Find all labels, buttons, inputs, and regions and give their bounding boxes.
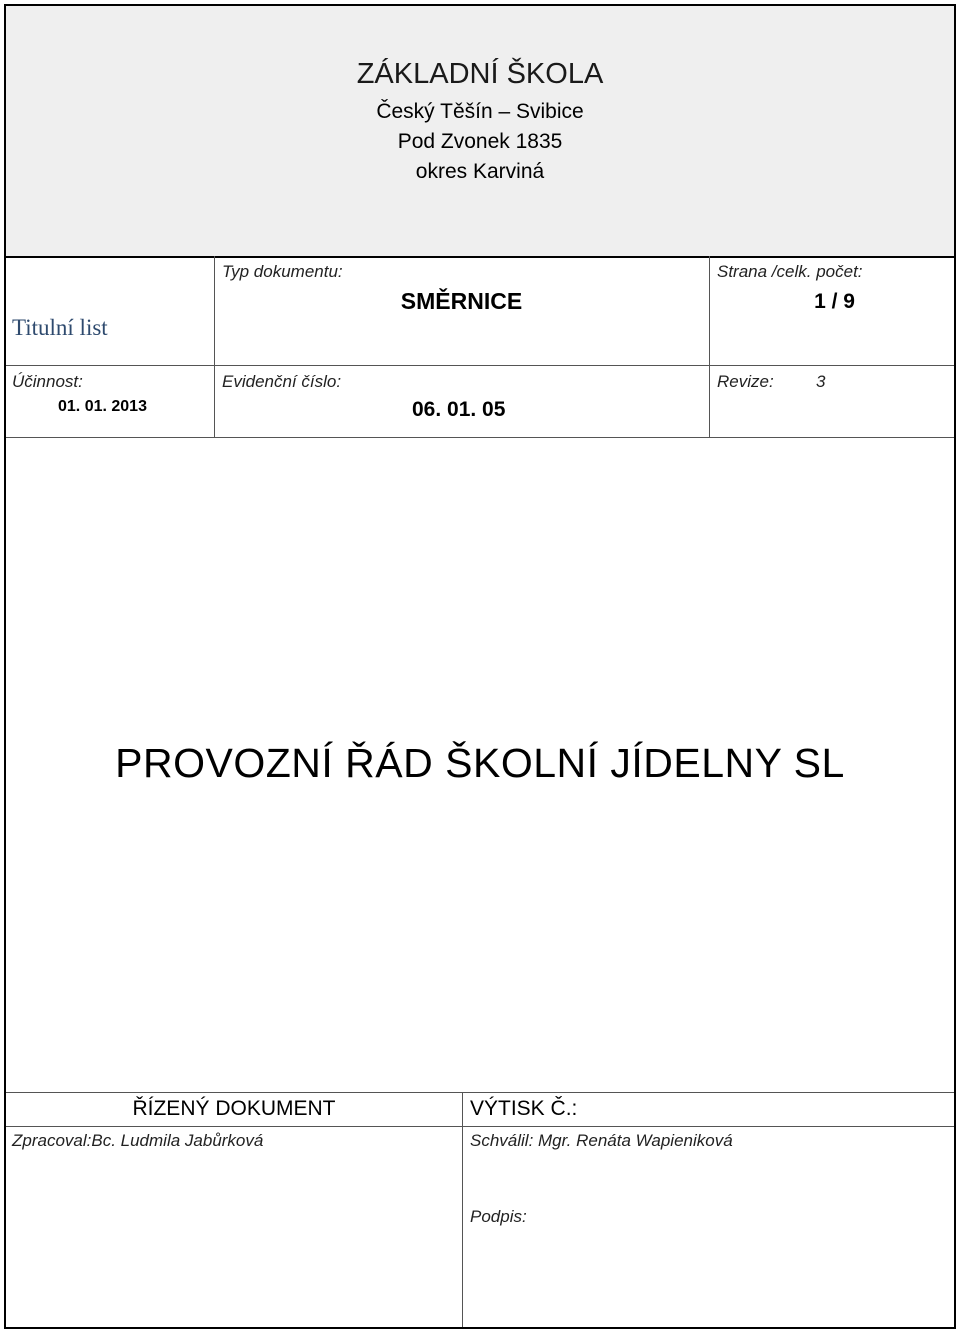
document-title: PROVOZNÍ ŘÁD ŠKOLNÍ JÍDELNY SL xyxy=(115,740,845,786)
controlled-document-label: ŘÍZENÝ DOKUMENT xyxy=(132,1097,336,1120)
school-district: okres Karviná xyxy=(415,160,545,183)
footer-col-divider xyxy=(462,1092,463,1327)
doc-type-value: SMĚRNICE xyxy=(400,288,523,314)
meta-col-divider-1 xyxy=(214,256,215,437)
title-page-label: Titulní list xyxy=(12,315,108,340)
revision-value: 3 xyxy=(816,372,826,391)
prepared-by: Zpracoval:Bc. Ludmila Jabůrková xyxy=(12,1131,264,1150)
meta-bottom-border xyxy=(6,437,954,438)
meta-row-divider xyxy=(6,365,954,366)
school-street: Pod Zvonek 1835 xyxy=(397,130,563,153)
effective-value: 01. 01. 2013 xyxy=(58,398,147,415)
footer-row-divider xyxy=(6,1126,954,1127)
revision-label: Revize: xyxy=(717,372,774,391)
school-town: Český Těšín – Svibice xyxy=(376,100,584,123)
school-name: ZÁKLADNÍ ŠKOLA xyxy=(356,58,604,90)
record-number-value: 06. 01. 05 xyxy=(412,398,506,421)
doc-type-label: Typ dokumentu: xyxy=(222,262,343,281)
footer-top-border xyxy=(6,1092,954,1093)
signature-label: Podpis: xyxy=(470,1207,527,1226)
page-count-value: 1 / 9 xyxy=(814,290,855,313)
approved-by: Schválil: Mgr. Renáta Wapieniková xyxy=(470,1131,733,1150)
meta-col-divider-2 xyxy=(709,256,710,437)
effective-label: Účinnost: xyxy=(12,372,83,391)
page-count-label: Strana /celk. počet: xyxy=(717,262,863,281)
record-number-label: Evidenční číslo: xyxy=(222,372,342,391)
copy-number-label: VÝTISK Č.: xyxy=(470,1097,578,1120)
